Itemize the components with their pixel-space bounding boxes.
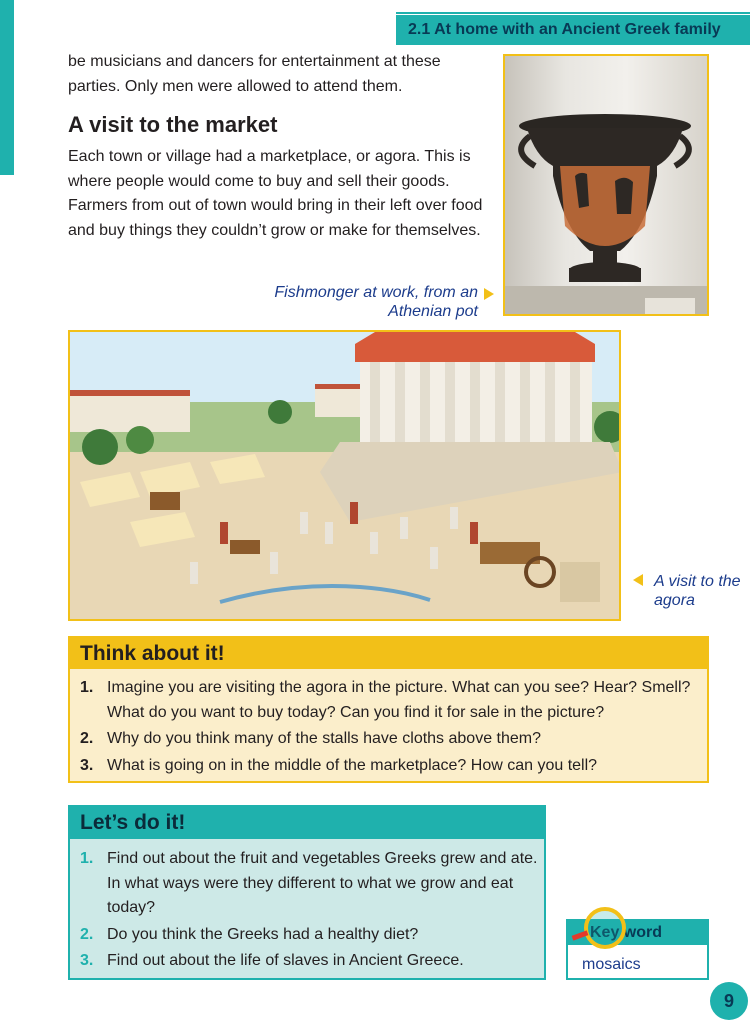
list-item [80, 923, 540, 948]
item-text: Imagine you are visiting the agora in the picture. What can you see? Hear? Smell? What do you want to buy today? Can you find it for sale in the picture? [107, 679, 691, 721]
keyword-box [566, 919, 709, 980]
agora-illustration [68, 330, 621, 621]
item-text: Do you think the Greeks had a healthy diet? [107, 925, 419, 943]
keyword-value: mosaics [582, 956, 641, 973]
intro-paragraph: be musicians and dancers for entertainment at these parties. Only men were allowed to attend them. [68, 53, 441, 95]
item-number: 1. [80, 679, 94, 696]
item-text: Find out about the life of slaves in Ancient Greece. [107, 952, 464, 969]
caption-arrow-left-icon [633, 574, 643, 586]
item-text: Why do you think many of the stalls have cloths above them? [107, 730, 542, 747]
item-number: 1. [80, 850, 94, 867]
magnifier-icon [584, 907, 626, 949]
keyword-label: Key word [568, 921, 707, 945]
agora-caption: A visit to the agora [654, 573, 741, 609]
agora-scene [70, 332, 621, 621]
athenian-pot-illustration [505, 56, 709, 316]
item-text: Find out about the fruit and vegetables Greeks grew and ate. In what ways were they different to what we grow and eat today? [107, 850, 538, 916]
left-accent-bar [0, 0, 14, 175]
do-list [80, 847, 540, 976]
item-number: 2. [80, 925, 94, 943]
item-number: 3. [80, 756, 94, 774]
think-about-it-box [68, 636, 709, 783]
item-number: 2. [80, 730, 94, 747]
page-number: 9 [710, 982, 748, 1020]
do-heading: Let’s do it! [70, 807, 544, 839]
list-item [80, 676, 700, 725]
list-item [80, 727, 700, 752]
think-list [80, 676, 700, 780]
item-text: What is going on in the middle of the marketplace? How can you tell? [107, 756, 598, 774]
market-heading: A visit to the market [68, 112, 278, 137]
lets-do-it-box [68, 805, 546, 980]
header-rule [396, 12, 750, 14]
list-item [80, 754, 700, 779]
market-paragraph: Each town or village had a marketplace, or agora. This is where people would come to buy and sell their goods. Farmers from out of town would bring in their left over food and buy things they couldn’t grow or make for themselves. [68, 148, 483, 239]
list-item [80, 847, 540, 921]
item-number: 3. [80, 952, 94, 969]
pot-image [503, 54, 709, 316]
pot-caption: Fishmonger at work, from an Athenian pot [274, 284, 478, 320]
list-item [80, 949, 540, 974]
think-heading: Think about it! [70, 638, 707, 669]
caption-arrow-icon [484, 288, 494, 300]
section-title: 2.1 At home with an Ancient Greek family [396, 15, 750, 45]
